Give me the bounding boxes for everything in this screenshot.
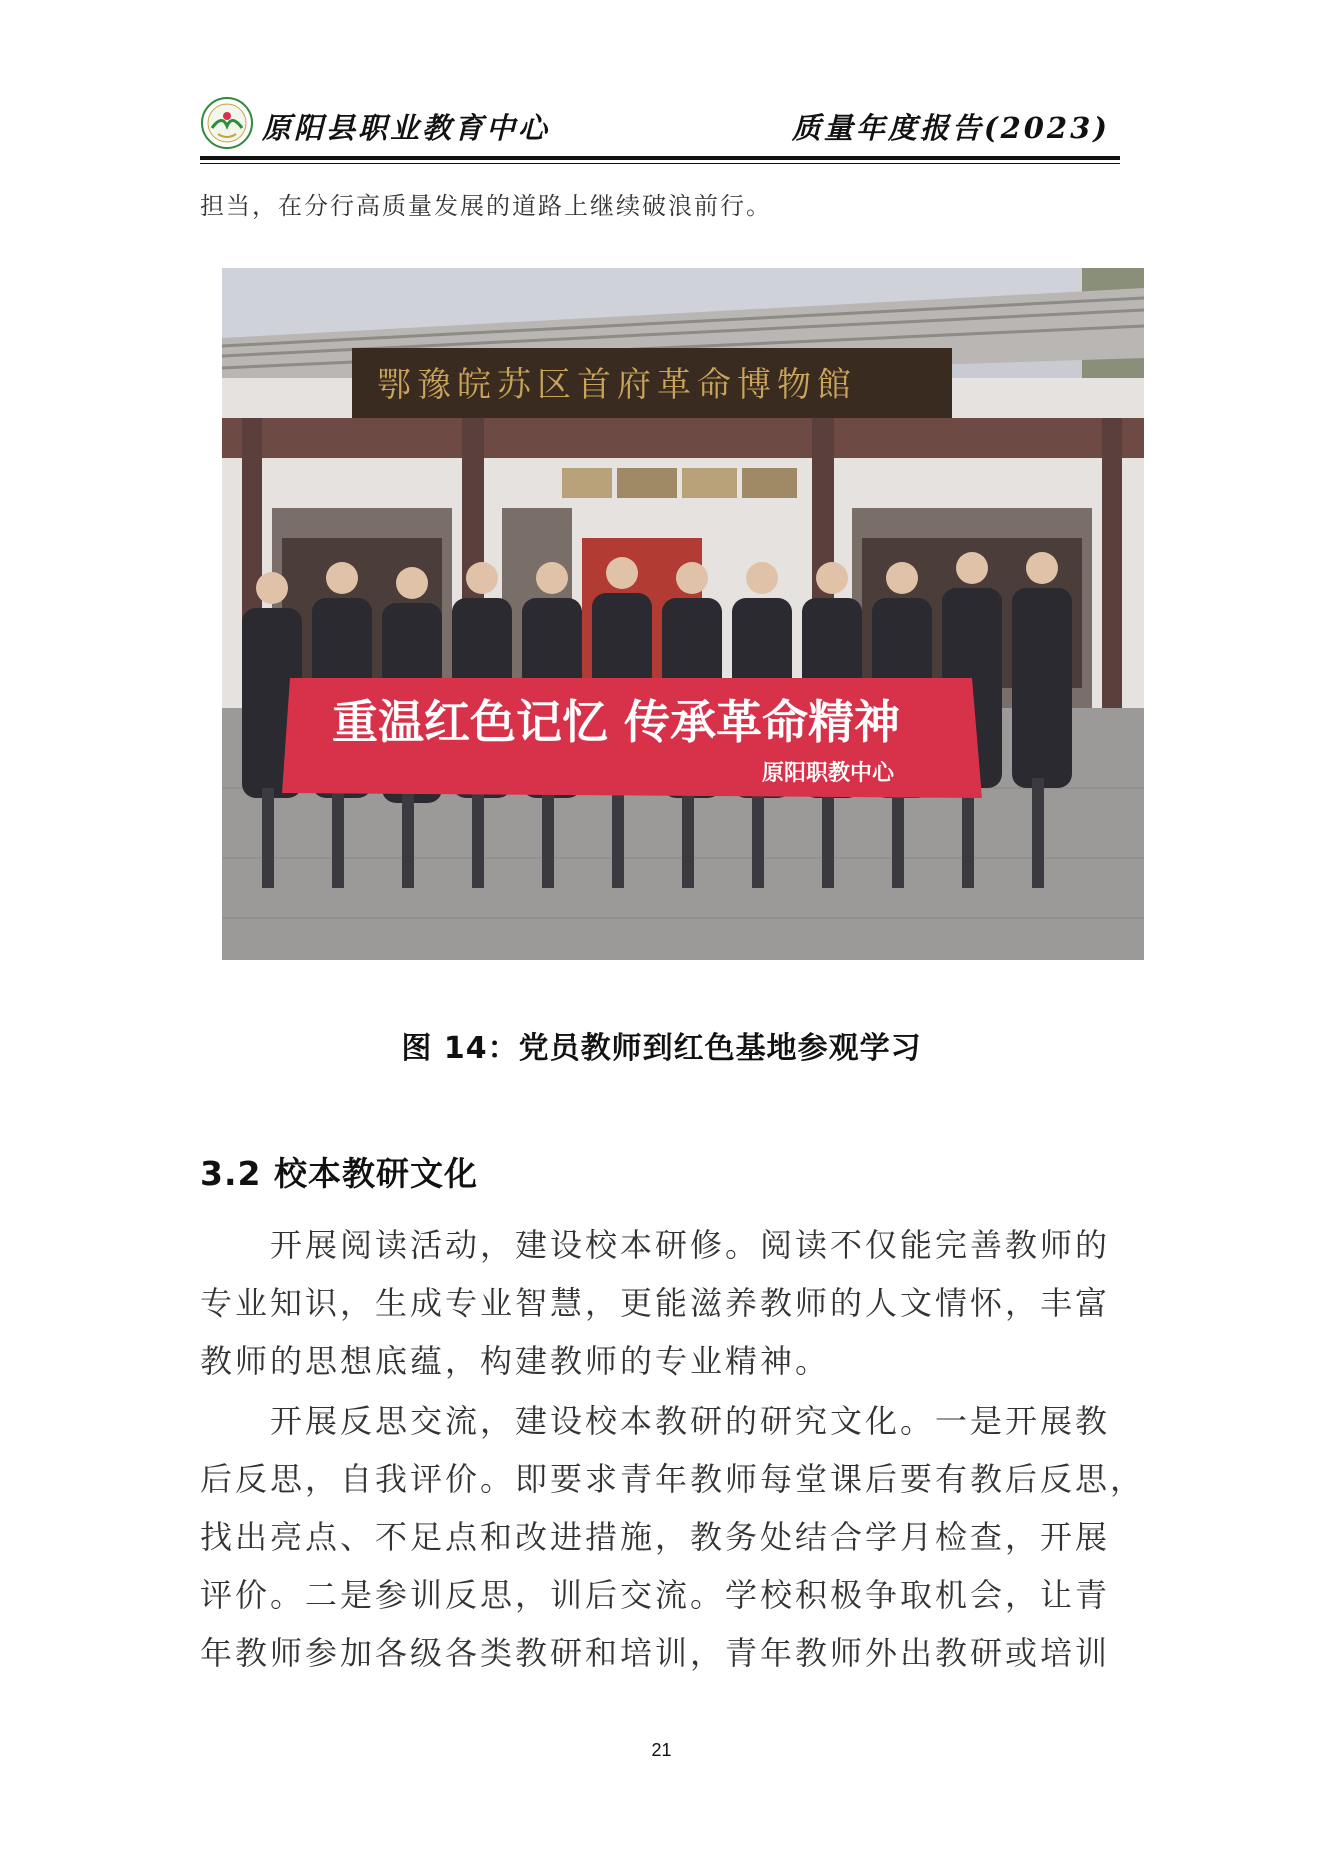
paragraph-line: 后反思，自我评价。即要求青年教师每堂课后要有教后反思， <box>200 1460 1146 1498</box>
school-emblem-icon <box>200 96 254 150</box>
intro-line: 担当，在分行高质量发展的道路上继续破浪前行。 <box>200 192 772 220</box>
paragraph-line: 评价。二是参训反思，训后交流。学校积极争取机会，让青 <box>200 1576 1111 1614</box>
paragraph-line: 年教师参加各级各类教研和培训，青年教师外出教研或培训 <box>200 1634 1111 1672</box>
figure-caption: 图 14：党员教师到红色基地参观学习 <box>401 1031 922 1066</box>
paragraph-line: 找出亮点、不足点和改进措施，教务处结合学月检查，开展 <box>200 1518 1111 1556</box>
group-photo <box>222 268 1144 960</box>
report-title: 质量年度报告(2023) <box>791 111 1110 145</box>
paragraph-line: 开展反思交流，建设校本教研的研究文化。一是开展教 <box>200 1402 1111 1440</box>
header-rule-thin <box>200 163 1120 164</box>
banner-main-text: 重温红色记忆 传承革命精神 <box>332 695 901 749</box>
banner-sub-text: 原阳职教中心 <box>762 761 895 786</box>
paragraph-line: 专业知识，生成专业智慧，更能滋养教师的人文情怀，丰富 <box>200 1284 1111 1322</box>
school-name: 原阳县职业教育中心 <box>262 111 551 145</box>
header-rule-thick <box>200 156 1120 160</box>
building-sign: 鄂豫皖苏区首府革命博物館 <box>377 365 857 405</box>
paragraph-reading <box>200 1216 1120 1390</box>
section-title: 3.2 校本教研文化 <box>200 1154 478 1193</box>
page-number: 21 <box>651 1740 672 1760</box>
page-header <box>200 96 1120 146</box>
paragraph-line: 开展阅读活动，建设校本研修。阅读不仅能完善教师的 <box>200 1226 1111 1264</box>
paragraph-reflection <box>200 1392 1146 1682</box>
paragraph-line: 教师的思想底蕴，构建教师的专业精神。 <box>200 1342 831 1380</box>
